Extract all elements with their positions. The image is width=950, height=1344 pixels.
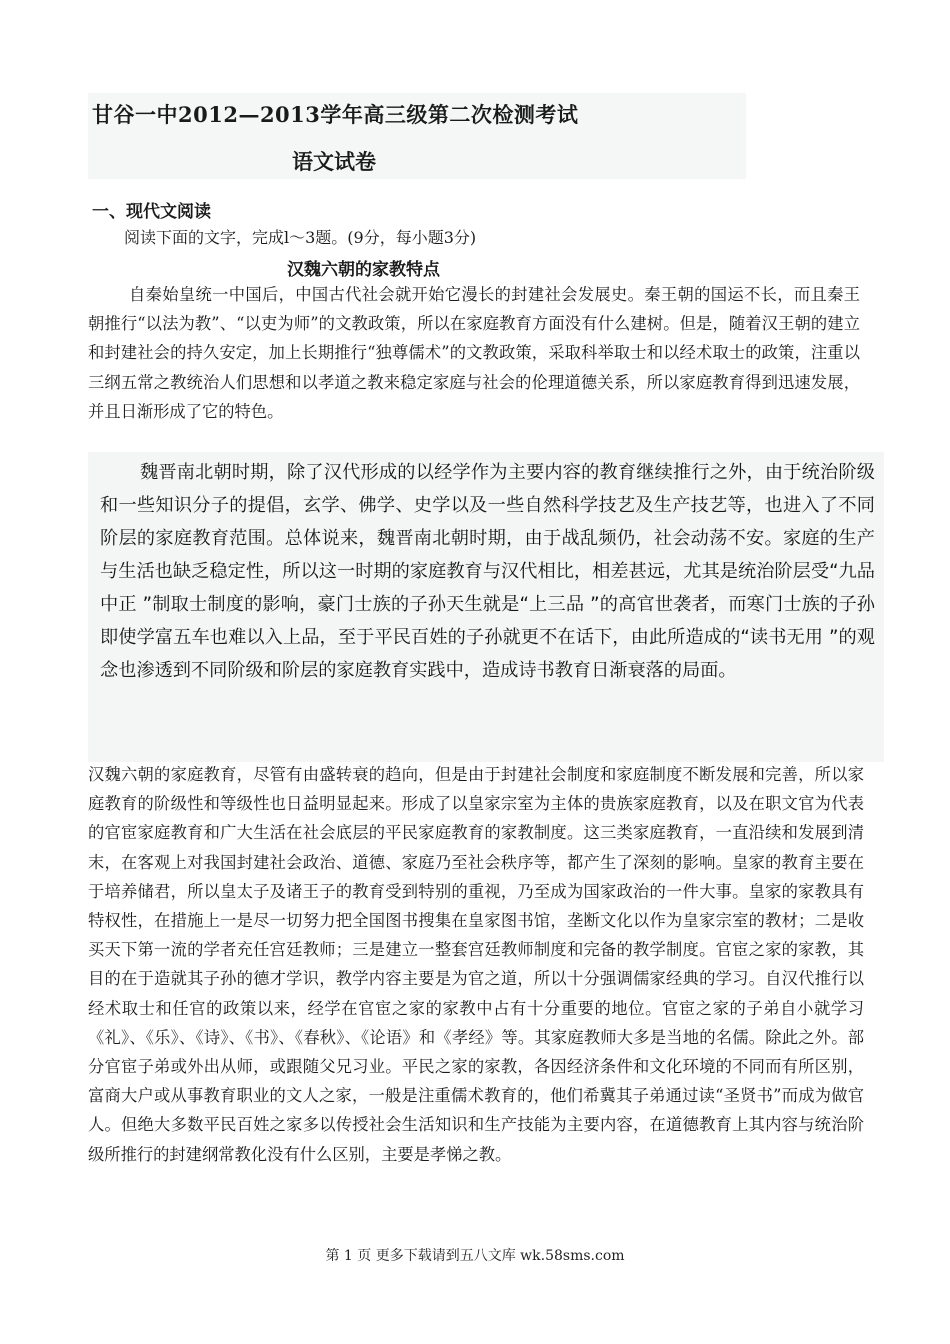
article-title: 汉魏六朝的家教特点 (287, 260, 440, 280)
reading-instruction: 阅读下面的文字，完成l～3题。(9分，每小题3分) (124, 228, 477, 247)
article-paragraph-3: 汉魏六朝的家庭教育，尽管有由盛转衰的趋向，但是由于封建社会制度和家庭制度不断发展和完善，所以家庭教育的阶级性和等级性也日益明显起来。形成了以皇家宗室为主体的贵族家庭教育，以及在职文官为代表的官宦家庭教育和广大生活在社会底层的平民家庭教育的家教制度。这三类家庭教育，一直沿续和发展到清末，在客观上对我国封建社会政治、道德、家庭乃至社会秩序等，都产生了深刻的影响。皇家的教育主要在于培养储君，所以皇太子及诸王子的教育受到特别的重视，乃至成为国家政治的一件大事。皇家的家教具有特权性，在措施上一是尽一切努力把全国图书搜集在皇家图书馆，垄断文化以作为皇家宗室的教材；二是收买天下第一流的学者充任宫廷教师；三是建立一整套宫廷教师制度和完备的教学制度。官宦之家的家教，其目的在于造就其子孙的德才学识，教学内容主要是为官之道，所以十分强调儒家经典的学习。自汉代推行以经术取士和任官的政策以来，经学在官宦之家的家教中占有十分重要的地位。官宦之家的子弟自小就学习《礼》、《乐》、《诗》、《书》、《春秋》、《论语》和《孝经》等。其家庭教师大多是当地的名儒。除此之外。部分官宦子弟或外出从师，或跟随父兄习业。平民之家的家教，各因经济条件和文化环境的不同而有所区别，富商大户或从事教育职业的文人之家，一般是注重儒术教育的，他们希冀其子弟通过读“圣贤书”而成为做官人。但绝大多数平民百姓之家多以传授社会生活知识和生产技能为主要内容，在道德教育上其内容与统治阶级所推行的封建纲常教化没有什么区别，主要是孝悌之教。 (88, 765, 864, 1164)
page-footer: 第 1 页 更多下载请到五八文库 wk.58sms.com (325, 1248, 625, 1264)
exam-subtitle: 语文试卷 (292, 149, 376, 174)
article-paragraph-1: 自秦始皇统一中国后，中国古代社会就开始它漫长的封建社会发展史。秦王朝的国运不长，而且秦王朝推行“以法为教”、“以吏为师”的文教政策，所以在家庭教育方面没有什么建树。但是，随着汉王朝的建立和封建社会的持久安定，加上长期推行“独尊儒术”的文教政策，采取科举取士和以经术取士的政策，注重以三纲五常之教统治人们思想和以孝道之教来稳定家庭与社会的伦理道德关系，所以家庭教育得到迅速发展，并且日渐形成了它的特色。 (88, 285, 860, 421)
article-paragraph-2: 魏晋南北朝时期，除了汉代形成的以经学作为主要内容的教育继续推行之外，由于统治阶级和一些知识分子的提倡，玄学、佛学、史学以及一些自然科学技艺及生产技艺等，也进入了不同阶层的家庭教育范围。总体说来，魏晋南北朝时期，由于战乱频仍，社会动荡不安。家庭的生产与生活也缺乏稳定性，所以这一时期的家庭教育与汉代相比，相差甚远，尤其是统治阶层受“九品中正 ”制取士制度的影响，豪门士族的子孙天生就是“上三品 ”的高官世袭者，而寒门士族的子孙即使学富五车也难以入上品，至于平民百姓的子孙就更不在话下，由此所造成的“读书无用 ”的观念也渗透到不同阶级和阶层的家庭教育实践中，造成诗书教育日渐衰落的局面。 (100, 462, 875, 681)
section-heading: 一、现代文阅读 (92, 202, 211, 222)
exam-title: 甘谷一中2012—2013学年高三级第二次检测考试 (92, 102, 579, 127)
